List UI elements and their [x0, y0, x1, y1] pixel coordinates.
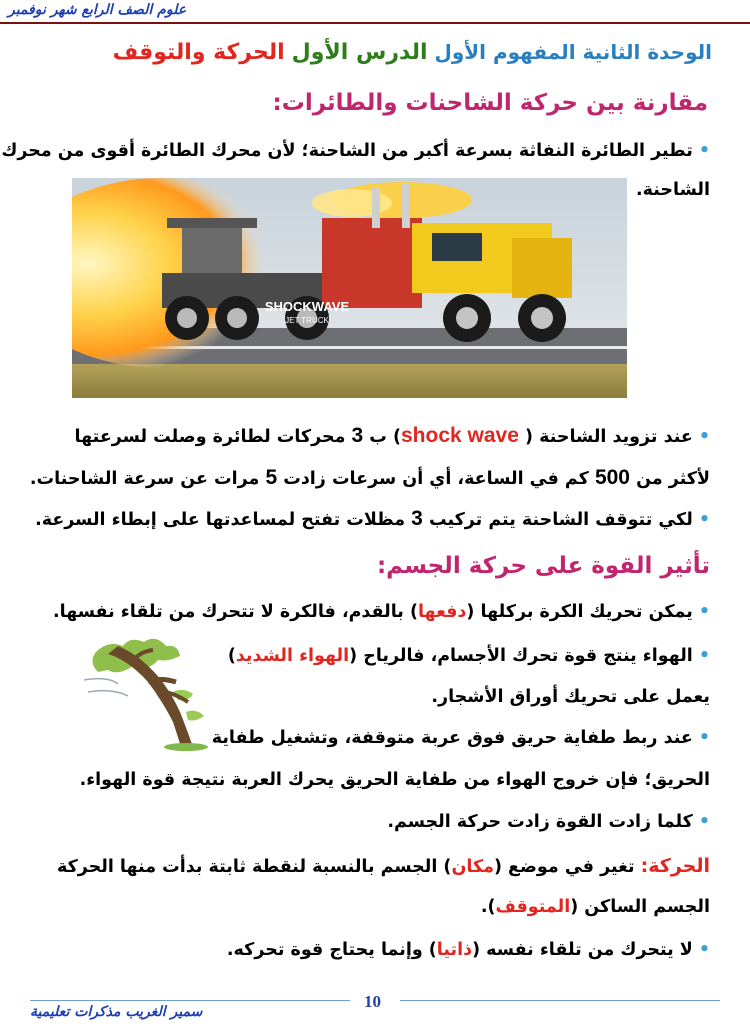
lesson-number: الدرس الأول	[291, 40, 428, 65]
bullet-icon: •	[698, 141, 710, 161]
p1-line2: الشاحنة.	[636, 180, 710, 200]
s2-bullet5: •لا يتحرك من تلقاء نفسه (ذاتيا) وإنما يحتاج قوة تحركه.	[226, 940, 710, 960]
p1-line1: •تطير الطائرة النفاثة بسرعة أكبر من الشاحنة؛ لأن محرك الطائرة أقوى من محرك	[1, 141, 710, 161]
footer-author: سمير الغريب مذكرات تعليمية	[30, 1004, 203, 1020]
s2-bullet3: •عند ربط طفاية حريق فوق عربة متوقفة، وتشغيل طفاية	[211, 728, 710, 748]
page-header: علوم الصف الرابع شهر نوفمبر	[8, 2, 187, 18]
jet-truck-image	[72, 178, 627, 398]
bullet-icon: •	[698, 728, 710, 748]
unit-concept: الوحدة الثانية المفهوم الأول	[434, 40, 712, 64]
windy-tree-image	[78, 632, 218, 752]
s2-bullet2: •الهواء ينتج قوة تحرك الأجسام، فالرياح (الهواء الشديد)	[227, 646, 710, 666]
motion-definition-line2: الجسم الساكن (المتوقف).	[480, 897, 710, 917]
s2-bullet4: •كلما زادت القوة زادت حركة الجسم.	[387, 812, 710, 832]
bullet-icon: •	[698, 940, 710, 960]
s2-bullet3-line2: الحريق؛ فإن خروج الهواء من طفاية الحريق يحرك العربة نتيجة قوة الهواء.	[79, 770, 710, 790]
section2-heading: تأثير القوة على حركة الجسم:	[376, 553, 710, 579]
bullet-icon: •	[698, 602, 710, 622]
s2-bullet1: •يمكن تحريك الكرة بركلها (دفعها) بالقدم، فالكرة لا تتحرك من تلقاء نفسها.	[52, 602, 710, 622]
bullet-icon: •	[698, 812, 710, 832]
section1-heading: مقارنة بين حركة الشاحنات والطائرات:	[272, 90, 708, 116]
shock-wave-term: shock wave	[400, 424, 519, 447]
s2-bullet2-line2: يعمل على تحريك أوراق الأشجار.	[431, 687, 710, 707]
truck-logo-subtext: JET TRUCK	[285, 316, 329, 325]
header-divider	[0, 22, 750, 24]
truck-logo-text: SHOCKWAVE	[264, 299, 350, 314]
lesson-title	[113, 40, 712, 65]
lesson-topic: الحركة والتوقف	[112, 40, 285, 65]
bullet-icon: •	[698, 646, 710, 666]
bullet-icon: •	[698, 427, 710, 447]
p2-line2: لأكثر من 500 كم في الساعة، أي أن سرعات زادت 5 مرات عن سرعة الشاحنات.	[29, 466, 710, 489]
p3-line: •لكي تتوقف الشاحنة يتم تركيب 3 مظلات تفتح لمساعدتها على إبطاء السرعة.	[35, 507, 710, 530]
p2-line1: •عند تزويد الشاحنة ( shock wave) ب 3 محركات لطائرة وصلت لسرعتها	[74, 424, 710, 447]
page-number: 10	[364, 992, 381, 1011]
definition-label: الحركة:	[640, 855, 710, 877]
footer-line-left	[30, 1000, 350, 1001]
motion-definition: الحركة: تغير في موضع (مكان) الجسم بالنسبة لنقطة ثابتة بدأت منها الحركة	[56, 855, 710, 877]
footer-line-right	[400, 1000, 720, 1001]
bullet-icon: •	[698, 510, 710, 530]
